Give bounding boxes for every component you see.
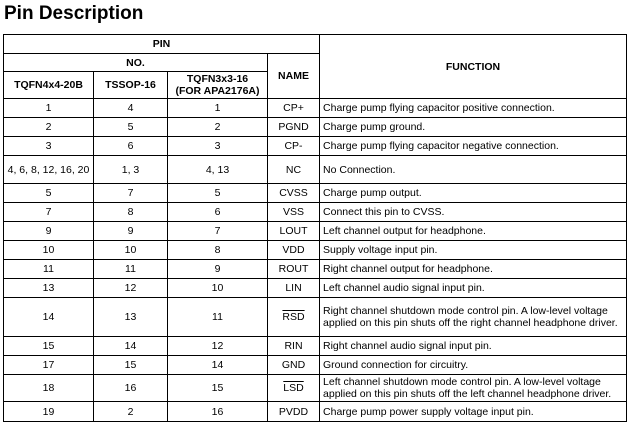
table-row bbox=[4, 260, 627, 279]
pin-function: Right channel shutdown mode control pin. A low-level voltage applied on this pin shuts off the right channel headphone driver. bbox=[320, 298, 627, 337]
pin-function: Right channel output for headphone. bbox=[320, 260, 627, 279]
table-row bbox=[4, 118, 627, 137]
tssop-pin-number: 4 bbox=[94, 99, 168, 118]
pin-name: NC bbox=[268, 156, 320, 184]
pin-function: Connect this pin to CVSS. bbox=[320, 203, 627, 222]
tqfn4x4-pin-number: 2 bbox=[4, 118, 94, 137]
pin-header: PIN bbox=[4, 35, 320, 54]
tssop-pin-number: 16 bbox=[94, 375, 168, 402]
tssop-pin-number: 1, 3 bbox=[94, 156, 168, 184]
tqfn4x4-pin-number: 19 bbox=[4, 402, 94, 422]
pin-function: Charge pump ground. bbox=[320, 118, 627, 137]
tqfn4x4-pin-number: 10 bbox=[4, 241, 94, 260]
tssop-pin-number: 11 bbox=[94, 260, 168, 279]
tqfn3x3-header bbox=[168, 72, 268, 99]
tssop-pin-number: 12 bbox=[94, 279, 168, 298]
tqfn3x3-pin-number: 10 bbox=[168, 279, 268, 298]
tqfn4x4-pin-number: 13 bbox=[4, 279, 94, 298]
function-header: FUNCTION bbox=[320, 35, 627, 99]
pin-description-table bbox=[3, 34, 627, 422]
active-low-pin-name: $\overline{LSD}$ bbox=[283, 382, 304, 394]
tqfn3x3-pin-number: 9 bbox=[168, 260, 268, 279]
tqfn4x4-pin-number: 17 bbox=[4, 356, 94, 375]
tqfn3x3-header-line1: TQFN3x3-16 bbox=[186, 73, 249, 85]
tssop-pin-number: 7 bbox=[94, 184, 168, 203]
pin-name bbox=[268, 375, 320, 402]
tqfn3x3-pin-number: 11 bbox=[168, 298, 268, 337]
name-header: NAME bbox=[268, 54, 320, 99]
page-title: Pin Description bbox=[4, 3, 144, 24]
pin-name: LOUT bbox=[268, 222, 320, 241]
tqfn4x4-pin-number: 14 bbox=[4, 298, 94, 337]
table-row bbox=[4, 156, 627, 184]
table-row bbox=[4, 137, 627, 156]
tssop-pin-number: 9 bbox=[94, 222, 168, 241]
tqfn3x3-pin-number: 7 bbox=[168, 222, 268, 241]
tqfn3x3-pin-number: 16 bbox=[168, 402, 268, 422]
table-row bbox=[4, 99, 627, 118]
pin-function: Left channel shutdown mode control pin. A low-level voltage applied on this pin shuts off the left channel headphone driver. bbox=[320, 375, 627, 402]
pin-function: Left channel audio signal input pin. bbox=[320, 279, 627, 298]
tqfn4x4-pin-number: 18 bbox=[4, 375, 94, 402]
tssop-pin-number: 8 bbox=[94, 203, 168, 222]
table-row bbox=[4, 222, 627, 241]
number-header: NO. bbox=[4, 54, 268, 72]
tssop-pin-number: 10 bbox=[94, 241, 168, 260]
pin-name: PVDD bbox=[268, 402, 320, 422]
pin-name: CP- bbox=[268, 137, 320, 156]
tqfn3x3-pin-number: 14 bbox=[168, 356, 268, 375]
tssop-pin-number: 6 bbox=[94, 137, 168, 156]
table-row bbox=[4, 375, 627, 402]
pin-name: VDD bbox=[268, 241, 320, 260]
pin-name: CVSS bbox=[268, 184, 320, 203]
pin-function: Left channel output for headphone. bbox=[320, 222, 627, 241]
tqfn4x4-pin-number: 4, 6, 8, 12, 16, 20 bbox=[4, 156, 94, 184]
tqfn4x4-pin-number: 9 bbox=[4, 222, 94, 241]
pin-name: ROUT bbox=[268, 260, 320, 279]
tssop-pin-number: 2 bbox=[94, 402, 168, 422]
pin-function: Charge pump flying capacitor negative connection. bbox=[320, 137, 627, 156]
tssop-pin-number: 14 bbox=[94, 337, 168, 356]
pin-function: Charge pump power supply voltage input pin. bbox=[320, 402, 627, 422]
tssop-pin-number: 5 bbox=[94, 118, 168, 137]
tqfn3x3-pin-number: 1 bbox=[168, 99, 268, 118]
table-row bbox=[4, 279, 627, 298]
pin-name: LIN bbox=[268, 279, 320, 298]
table-row bbox=[4, 402, 627, 422]
table-row bbox=[4, 356, 627, 375]
table-row bbox=[4, 241, 627, 260]
tqfn3x3-pin-number: 2 bbox=[168, 118, 268, 137]
tssop-pin-number: 15 bbox=[94, 356, 168, 375]
tqfn3x3-pin-number: 15 bbox=[168, 375, 268, 402]
pin-function: Ground connection for circuitry. bbox=[320, 356, 627, 375]
table-row bbox=[4, 203, 627, 222]
pin-function: Charge pump output. bbox=[320, 184, 627, 203]
table-row bbox=[4, 337, 627, 356]
tqfn4x4-pin-number: 3 bbox=[4, 137, 94, 156]
pin-function: Right channel audio signal input pin. bbox=[320, 337, 627, 356]
tqfn4x4-pin-number: 7 bbox=[4, 203, 94, 222]
tqfn3x3-pin-number: 5 bbox=[168, 184, 268, 203]
tqfn4x4-pin-number: 1 bbox=[4, 99, 94, 118]
pin-name: VSS bbox=[268, 203, 320, 222]
tqfn3x3-header-line2: (FOR APA2176A) bbox=[175, 85, 260, 97]
tqfn4x4-pin-number: 15 bbox=[4, 337, 94, 356]
pin-function: Supply voltage input pin. bbox=[320, 241, 627, 260]
active-low-pin-name: $\overline{RSD}$ bbox=[282, 311, 305, 323]
tssop-pin-number: 13 bbox=[94, 298, 168, 337]
tqfn4x4-pin-number: 11 bbox=[4, 260, 94, 279]
pin-name: GND bbox=[268, 356, 320, 375]
pin-name: CP+ bbox=[268, 99, 320, 118]
table-row bbox=[4, 298, 627, 337]
pin-name: PGND bbox=[268, 118, 320, 137]
tqfn3x3-pin-number: 4, 13 bbox=[168, 156, 268, 184]
pin-name bbox=[268, 298, 320, 337]
tqfn4x4-header: TQFN4x4-20B bbox=[4, 72, 94, 99]
tqfn3x3-pin-number: 6 bbox=[168, 203, 268, 222]
pin-rows bbox=[4, 99, 627, 422]
table-row bbox=[4, 184, 627, 203]
tssop-header: TSSOP-16 bbox=[94, 72, 168, 99]
pin-function: No Connection. bbox=[320, 156, 627, 184]
tqfn3x3-pin-number: 12 bbox=[168, 337, 268, 356]
pin-name: RIN bbox=[268, 337, 320, 356]
tqfn3x3-pin-number: 8 bbox=[168, 241, 268, 260]
tqfn3x3-pin-number: 3 bbox=[168, 137, 268, 156]
tqfn4x4-pin-number: 5 bbox=[4, 184, 94, 203]
pin-function: Charge pump flying capacitor positive connection. bbox=[320, 99, 627, 118]
